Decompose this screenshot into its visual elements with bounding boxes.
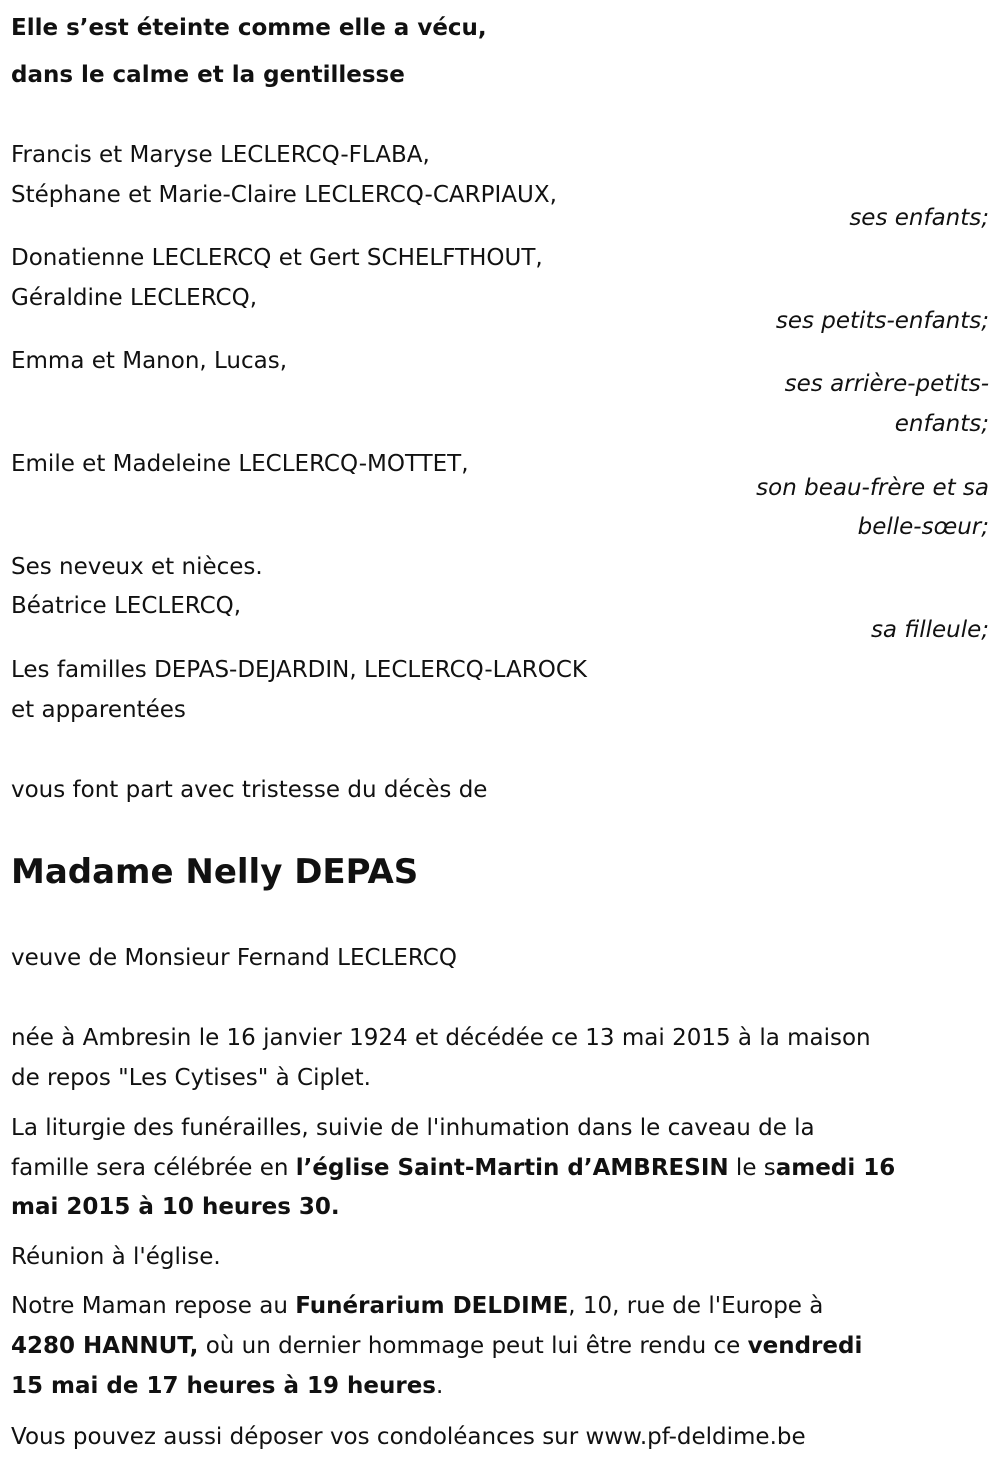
family-member-line: Emile et Madeleine LECLERCQ-MOTTET, <box>11 451 469 477</box>
text-segment: . <box>435 1373 444 1399</box>
paragraph-line <box>11 1153 895 1183</box>
paragraph-line <box>11 1023 871 1053</box>
text-segment: Réunion à l'église. <box>11 1244 221 1270</box>
relationship-label: ses petits-enfants; <box>775 308 989 334</box>
text-segment: , 10, rue de l'Europe à <box>568 1293 824 1319</box>
deceased-name: Madame Nelly DEPAS <box>11 852 419 892</box>
emphasized-text: vendredi <box>747 1333 863 1359</box>
family-member-line: Les familles DEPAS-DEJARDIN, LECLERCQ-LAROCK <box>11 657 587 683</box>
paragraph-line <box>11 1063 371 1093</box>
emphasized-text: Funérarium DELDIME <box>295 1293 569 1319</box>
text-segment: où un dernier hommage peut lui être rendu ce <box>198 1333 748 1359</box>
intro-line: dans le calme et la gentillesse <box>11 62 405 88</box>
paragraph-line <box>11 1291 823 1321</box>
relationship-label: ses arrière-petits- <box>784 371 989 397</box>
family-member-line: Ses neveux et nièces. <box>11 554 263 580</box>
paragraph-line <box>11 1371 443 1401</box>
family-member-line: Béatrice LECLERCQ, <box>11 593 242 619</box>
text-segment: Notre Maman repose au <box>11 1293 296 1319</box>
paragraph-line <box>11 1242 221 1272</box>
family-member-line: Stéphane et Marie-Claire LECLERCQ-CARPIAUX, <box>11 182 557 208</box>
family-member-line: Emma et Manon, Lucas, <box>11 348 288 374</box>
emphasized-text: 15 mai de 17 heures à 19 heures <box>11 1373 436 1399</box>
relationship-label: sa filleule; <box>870 617 989 643</box>
relationship-label: belle-sœur; <box>857 514 989 540</box>
text-segment: famille sera célébrée en <box>11 1155 296 1181</box>
text-segment: Vous pouvez aussi déposer vos condoléances sur www.pf-deldime.be <box>11 1424 806 1450</box>
family-member-line: Géraldine LECLERCQ, <box>11 285 258 311</box>
paragraph-line <box>11 1113 815 1143</box>
paragraph-line <box>11 1422 806 1452</box>
text-segment: née à Ambresin le 16 janvier 1924 et décédée ce 13 mai 2015 à la maison <box>11 1025 871 1051</box>
widow-of-text: veuve de Monsieur Fernand LECLERCQ <box>11 945 457 971</box>
family-member-line: et apparentées <box>11 697 186 723</box>
relationship-label: son beau-frère et sa <box>756 475 989 501</box>
text-segment: le s <box>728 1155 776 1181</box>
text-segment: de repos "Les Cytises" à Ciplet. <box>11 1065 371 1091</box>
paragraph-line <box>11 1192 340 1222</box>
emphasized-text: 4280 HANNUT, <box>11 1333 199 1359</box>
intro-line: Elle s’est éteinte comme elle a vécu, <box>11 15 487 41</box>
emphasized-text: l’église Saint-Martin d’AMBRESIN <box>295 1155 729 1181</box>
announcement-text: vous font part avec tristesse du décès de <box>11 777 488 803</box>
relationship-label: ses enfants; <box>849 205 989 231</box>
relationship-label: enfants; <box>894 411 989 437</box>
paragraph-line <box>11 1331 862 1361</box>
text-segment: La liturgie des funérailles, suivie de l'inhumation dans le caveau de la <box>11 1115 815 1141</box>
emphasized-text: amedi 16 <box>775 1155 896 1181</box>
emphasized-text: mai 2015 à 10 heures 30. <box>11 1194 340 1220</box>
family-member-line: Donatienne LECLERCQ et Gert SCHELFTHOUT, <box>11 245 543 271</box>
family-member-line: Francis et Maryse LECLERCQ-FLABA, <box>11 142 430 168</box>
